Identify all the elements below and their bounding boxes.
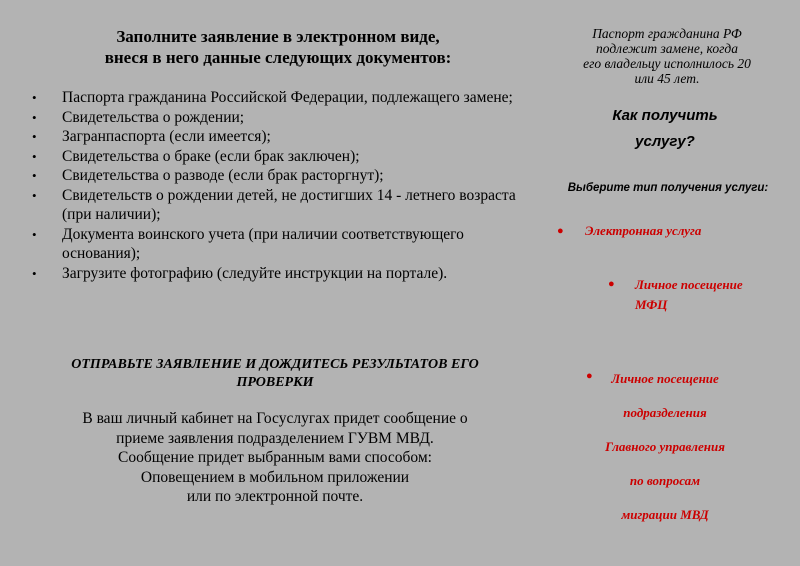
send-line: В ваш личный кабинет на Госуслугах придет сообщение о: [82, 410, 468, 427]
how-to-line-2: услугу?: [635, 133, 695, 150]
option-gumvd[interactable]: [560, 362, 770, 532]
option-gumvd-line: миграции МВД: [621, 507, 709, 522]
note-line: его владельцу исполнилось 20: [583, 56, 751, 71]
bullet-icon: ●: [586, 370, 593, 382]
title-line-1: Заполните заявление в электронном виде,: [116, 27, 440, 46]
option-mfc[interactable]: [635, 275, 775, 315]
option-gumvd-line: Личное посещение: [611, 371, 719, 386]
choose-type-label: Выберите тип получения услуги:: [567, 182, 769, 194]
bullet-icon: ●: [557, 225, 564, 237]
option-gumvd-line: подразделения: [623, 405, 707, 420]
list-item: • Свидетельства о рождении;: [28, 108, 528, 128]
option-electronic[interactable]: Электронная услуга: [585, 223, 702, 238]
list-item: • Загранпаспорта (если имеется);: [28, 127, 528, 147]
documents-list: [28, 88, 528, 283]
list-item: • Загрузите фотографию (следуйте инструкции на портале).: [28, 264, 528, 284]
how-to-heading: [548, 103, 782, 155]
option-mfc-line-1: Личное посещение: [635, 277, 743, 292]
list-item: • Паспорта гражданина Российской Федерации, подлежащего замене;: [28, 88, 528, 108]
how-to-line-1: Как получить: [612, 107, 718, 124]
passport-note: [550, 26, 784, 86]
option-gumvd-line: по вопросам: [629, 473, 701, 488]
send-line: или по электронной почте.: [186, 488, 364, 505]
option-mfc-line-2: МФЦ: [635, 297, 668, 312]
page-title: [28, 26, 528, 68]
send-line: Сообщение придет выбранным вами способом:: [118, 449, 432, 466]
send-line: Оповещением в мобильном приложении: [140, 468, 410, 486]
list-item: • Документа воинского учета (при наличии соответствующего основания);: [28, 225, 528, 264]
send-text: [40, 409, 510, 507]
left-column: [28, 26, 528, 283]
bullet-icon: ●: [608, 278, 615, 290]
send-heading: ОТПРАВЬТЕ ЗАЯВЛЕНИЕ И ДОЖДИТЕСЬ РЕЗУЛЬТАТОВ ЕГО ПРОВЕРКИ: [71, 357, 479, 390]
send-line: приеме заявления подразделением ГУВМ МВД.: [116, 429, 434, 447]
list-item: • Свидетельства о браке (если брак заключен);: [28, 147, 528, 167]
note-line: Паспорт гражданина РФ: [592, 26, 742, 41]
list-item: • Свидетельства о разводе (если брак расторгнут);: [28, 166, 528, 186]
note-line: подлежит замене, когда: [596, 41, 738, 56]
option-gumvd-line: Главного управления: [605, 439, 725, 454]
note-line: или 45 лет.: [634, 71, 700, 86]
list-item: • Свидетельств о рождении детей, не достигших 14 - летнего возраста (при наличии);: [28, 186, 528, 225]
title-line-2: внеся в него данные следующих документов:: [104, 48, 452, 67]
